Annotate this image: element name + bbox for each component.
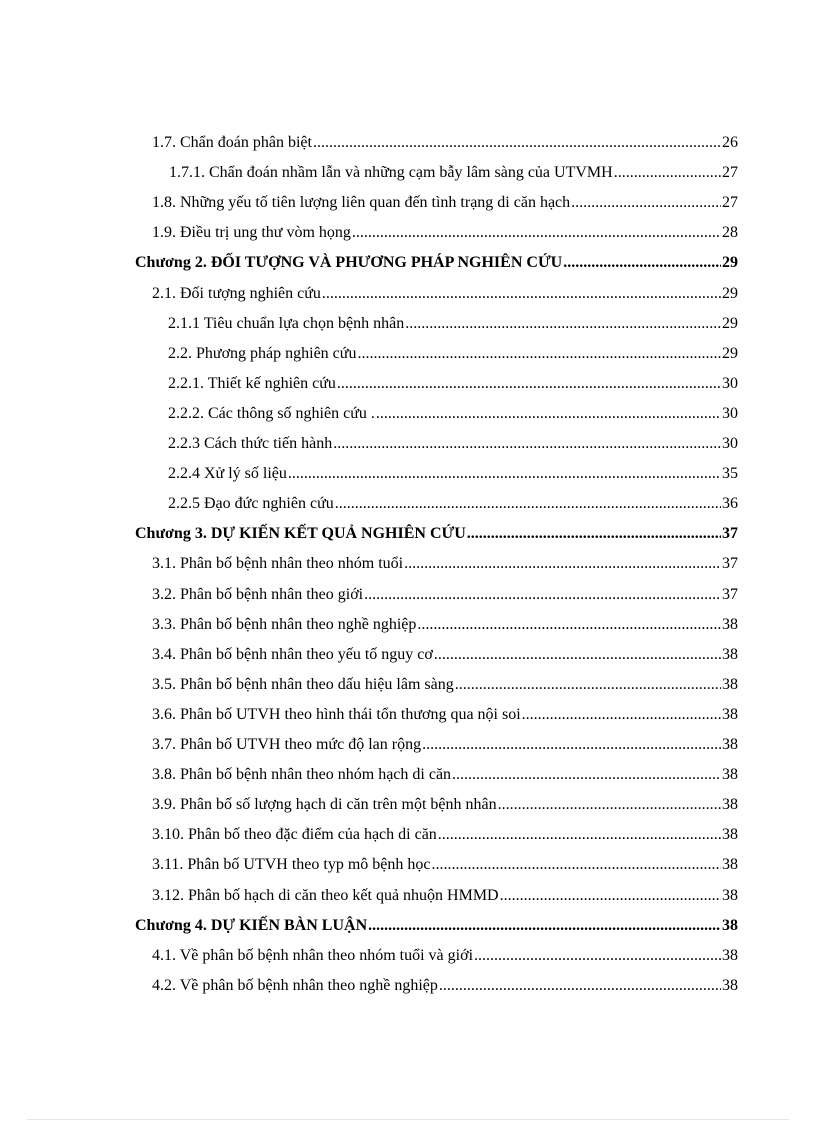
toc-entry-title: 2.2.4 Xử lý số liệu <box>168 465 287 483</box>
toc-leader-dots <box>288 459 721 489</box>
toc-leader-dots <box>405 309 721 339</box>
toc-leader-dots <box>467 519 721 549</box>
toc-entry-title: 2.2.5 Đạo đức nghiên cứu <box>168 495 334 513</box>
toc-entry-page-number: 29 <box>722 314 738 332</box>
toc-entry-page-number: 38 <box>722 886 738 904</box>
toc-entry-title: Chương 2. ĐỐI TƯỢNG VÀ PHƯƠNG PHÁP NGHIÊN CỨU <box>135 254 563 272</box>
toc-entry-title: 3.12. Phân bố hạch di căn theo kết quả nhuộn HMMD <box>152 886 499 904</box>
toc-entry-title: 3.4. Phân bố bệnh nhân theo yếu tố nguy cơ <box>152 645 433 663</box>
toc-entry-title: 3.5. Phân bố bệnh nhân theo dấu hiệu lâm sàng <box>152 675 454 693</box>
toc-entry[interactable] <box>152 700 738 730</box>
toc-entry-page-number: 27 <box>722 194 738 212</box>
toc-entry-page-number: 28 <box>722 224 738 242</box>
toc-chapter-entry[interactable] <box>135 248 738 278</box>
toc-entry[interactable] <box>152 218 738 248</box>
toc-entry-title: 3.8. Phân bố bệnh nhân theo nhóm hạch di căn <box>152 766 452 784</box>
toc-entry[interactable] <box>152 790 738 820</box>
toc-entry-page-number: 38 <box>722 645 738 663</box>
toc-entry-title: 3.11. Phân bố UTVH theo typ mô bệnh học <box>152 856 431 874</box>
toc-entry-page-number: 38 <box>722 796 738 814</box>
toc-chapter-entry[interactable] <box>135 911 738 941</box>
toc-leader-dots <box>352 218 721 248</box>
toc-entry-title: 1.7.1. Chẩn đoán nhầm lẫn và những cạm bẫy lâm sàng của UTVMH <box>169 164 613 182</box>
toc-entry-title: 3.6. Phân bố UTVH theo hình thái tổn thương qua nội soi <box>152 705 521 723</box>
toc-entry[interactable] <box>169 158 738 188</box>
toc-entry-page-number: 37 <box>722 585 738 603</box>
toc-entry-page-number: 27 <box>722 164 738 182</box>
toc-entry-title: 3.9. Phân bố số lượng hạch di căn trên một bệnh nhân <box>152 796 497 814</box>
toc-entry[interactable] <box>152 971 738 1001</box>
toc-entry[interactable] <box>152 850 738 880</box>
toc-leader-dots <box>500 881 721 911</box>
toc-entry-page-number: 37 <box>722 555 738 573</box>
toc-entry[interactable] <box>152 128 738 158</box>
toc-entry-title: 3.1. Phân bố bệnh nhân theo nhóm tuổi <box>152 555 404 573</box>
toc-entry[interactable] <box>152 610 738 640</box>
toc-entry-page-number: 38 <box>722 705 738 723</box>
toc-entry-page-number: 38 <box>722 615 738 633</box>
toc-entry-title: 2.1.1 Tiêu chuẩn lựa chọn bệnh nhân <box>168 314 405 332</box>
toc-leader-dots <box>313 128 721 158</box>
toc-leader-dots <box>439 971 721 1001</box>
toc-entry[interactable] <box>168 369 738 399</box>
toc-entry[interactable] <box>168 309 738 339</box>
toc-entry-page-number: 38 <box>722 856 738 874</box>
toc-entry-title: 1.7. Chẩn đoán phân biệt <box>152 134 312 151</box>
toc-entry-page-number: 26 <box>722 134 738 151</box>
toc-leader-dots <box>614 158 721 188</box>
toc-entry-page-number: 29 <box>722 254 738 272</box>
toc-entry[interactable] <box>168 459 738 489</box>
toc-leader-dots <box>404 549 721 579</box>
toc-entry-page-number: 38 <box>722 976 738 994</box>
toc-entry-title: 2.2. Phương pháp nghiên cứu <box>168 344 357 362</box>
toc-entry[interactable] <box>152 640 738 670</box>
toc-leader-dots <box>452 760 721 790</box>
toc-entry-page-number: 38 <box>722 736 738 753</box>
toc-entry-title: Chương 3. DỰ KIẾN KẾT QUẢ NGHIÊN CỨU <box>135 525 466 543</box>
toc-entry-page-number: 37 <box>722 525 738 543</box>
toc-entry-page-number: 30 <box>722 435 738 452</box>
toc-entry-title: 3.7. Phân bố UTVH theo mức độ lan rộng <box>152 736 422 753</box>
toc-leader-dots <box>474 941 721 971</box>
toc-entry-page-number: 38 <box>722 946 738 964</box>
toc-entry[interactable] <box>168 339 738 369</box>
toc-chapter-entry[interactable] <box>135 519 738 549</box>
toc-leader-dots <box>522 700 721 730</box>
toc-leader-dots <box>368 911 721 941</box>
toc-entry-page-number: 38 <box>722 766 738 784</box>
toc-entry-page-number: 29 <box>722 284 738 302</box>
toc-entry-page-number: 38 <box>722 675 738 693</box>
toc-leader-dots <box>335 489 721 519</box>
toc-entry-page-number: 30 <box>722 374 738 392</box>
toc-leader-dots <box>357 339 721 369</box>
toc-leader-dots <box>376 399 721 429</box>
toc-leader-dots <box>431 850 721 880</box>
toc-entry-title: 4.2. Về phân bố bệnh nhân theo nghề nghiệp <box>152 976 438 994</box>
toc-entry-title: 3.10. Phân bố theo đặc điểm của hạch di căn <box>152 826 437 844</box>
toc-leader-dots <box>498 790 721 820</box>
toc-leader-dots <box>322 279 721 309</box>
toc-entry-title: 2.2.3 Cách thức tiến hành <box>168 435 333 452</box>
toc-entry[interactable] <box>152 549 738 579</box>
toc-entry[interactable] <box>152 760 738 790</box>
toc-leader-dots <box>364 580 721 610</box>
toc-entry-page-number: 29 <box>722 344 738 362</box>
toc-entry-page-number: 38 <box>722 826 738 844</box>
toc-entry[interactable] <box>168 489 738 519</box>
toc-leader-dots <box>563 248 721 278</box>
toc-entry-page-number: 35 <box>722 465 738 483</box>
toc-entry-title: Chương 4. DỰ KIẾN BÀN LUẬN <box>135 916 368 934</box>
toc-leader-dots <box>333 429 721 459</box>
toc-entry-title: 2.2.1. Thiết kế nghiên cứu <box>168 374 336 392</box>
toc-entry[interactable] <box>152 188 738 218</box>
toc-leader-dots <box>438 820 721 850</box>
toc-entry-title: 1.9. Điều trị ung thư vòm họng <box>152 224 351 242</box>
toc-entry[interactable] <box>152 670 738 700</box>
toc-leader-dots <box>434 640 721 670</box>
toc-leader-dots <box>455 670 721 700</box>
toc-entry-title: 2.2.2. Các thông số nghiên cứu . <box>168 404 375 422</box>
toc-entry[interactable] <box>152 820 738 850</box>
toc-leader-dots <box>571 188 721 218</box>
toc-entry-title: 1.8. Những yếu tố tiên lượng liên quan đến tình trạng di căn hạch <box>152 194 571 212</box>
toc-entry[interactable] <box>152 580 738 610</box>
toc-entry-title: 3.2. Phân bố bệnh nhân theo giới <box>152 585 364 603</box>
toc-entry-title: 4.1. Về phân bố bệnh nhân theo nhóm tuổi và giới <box>152 946 474 964</box>
toc-entry-page-number: 36 <box>722 495 738 513</box>
toc-leader-dots <box>337 369 721 399</box>
toc-entry[interactable] <box>152 730 738 760</box>
toc-entry[interactable] <box>168 429 738 459</box>
toc-entry-title: 2.1. Đối tượng nghiên cứu <box>152 284 321 302</box>
toc-entry-page-number: 38 <box>722 916 738 934</box>
toc-entry[interactable] <box>168 399 738 429</box>
toc-leader-dots <box>417 610 721 640</box>
toc-entry[interactable] <box>152 941 738 971</box>
toc-entry-title: 3.3. Phân bố bệnh nhân theo nghề nghiệp <box>152 615 417 633</box>
page-bottom-divider <box>27 1119 789 1120</box>
toc-entry[interactable] <box>152 279 738 309</box>
toc-leader-dots <box>422 730 721 760</box>
toc-entry[interactable] <box>152 881 738 911</box>
toc-entry-page-number: 30 <box>722 404 738 422</box>
